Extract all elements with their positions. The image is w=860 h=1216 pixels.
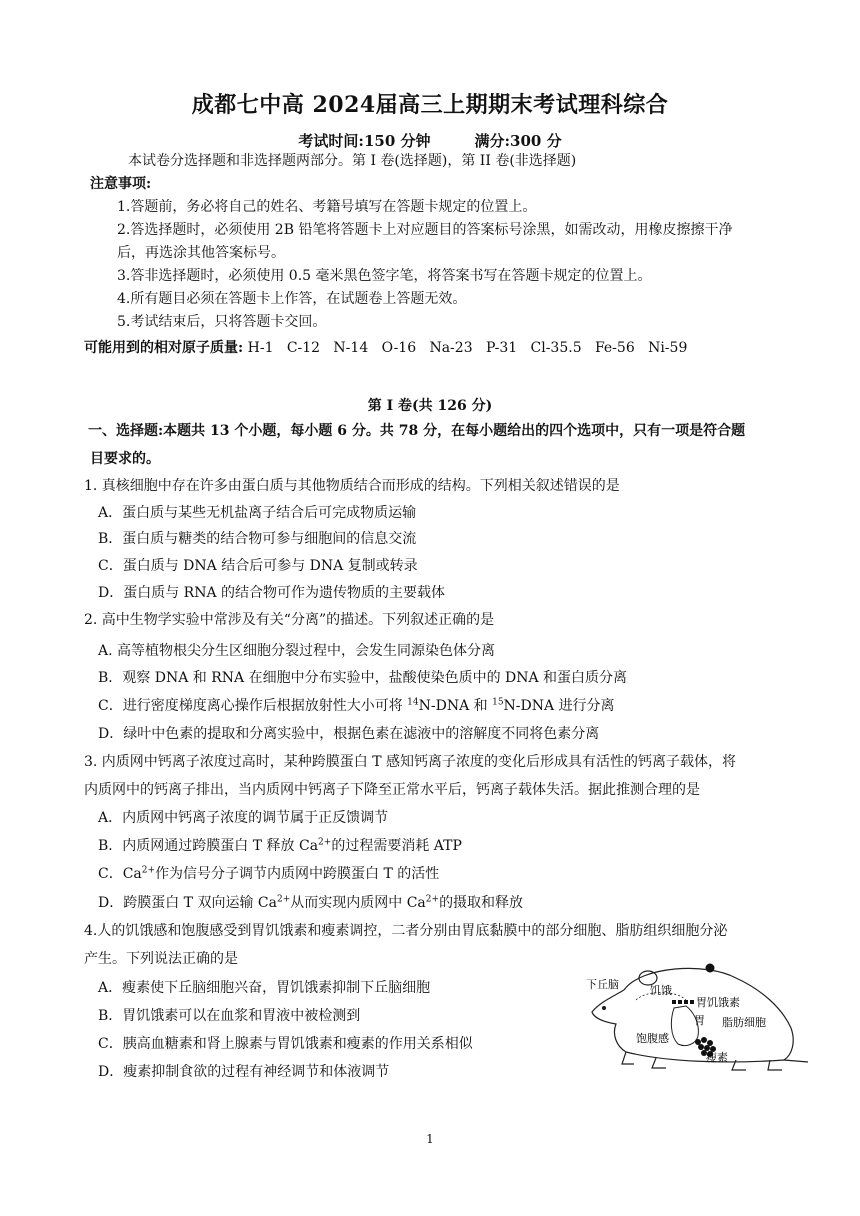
q3-option-c: C．$Ca^{2+}$作为信号分子调节内质网中跨膜蛋白 T 的活性 <box>98 865 440 882</box>
atomic-masses <box>84 338 687 358</box>
q3-option-b: B．内质网通过跨膜蛋白 T 释放 $Ca^{2+}$的过程需要消耗 ATP <box>98 837 462 854</box>
q1-option-b: B．蛋白质与糖类的结合物可参与细胞间的信息交流 <box>98 531 417 547</box>
q4-option-b: B．胃饥饿素可以在血浆和胃液中被检测到 <box>98 1008 361 1024</box>
rat-hormone-diagram <box>586 960 818 1075</box>
note-item-3: 3.答非选择题时，必须使用 0.5 毫米黑色签字笔，将答案书写在答题卡规定的位置上。 <box>117 268 652 284</box>
q3-option-a: A．内质网中钙离子浓度的调节属于正反馈调节 <box>98 810 389 826</box>
label-hypothalamus: 下丘脑 <box>586 978 619 991</box>
label-adipocyte: 脂肪细胞 <box>722 1016 766 1029</box>
atomic-masses-values: H-1 C-12 N-14 O-16 Na-23 P-31 Cl-35.5 Fe-56 Ni-59 <box>247 340 688 356</box>
label-stomach: 胃 <box>694 1014 705 1027</box>
section1-instruction-cont: 目要求的。 <box>90 451 160 467</box>
note-item-5: 5.考试结束后，只将答题卡交回。 <box>117 314 327 330</box>
hypothalamus-dot <box>706 964 715 973</box>
note-item-4: 4.所有题目必须在答题卡上作答，在试题卷上答题无效。 <box>117 291 467 307</box>
label-hunger: 饥饿 <box>650 984 672 997</box>
q4-option-a: A．瘦素使下丘脑细胞兴奋，胃饥饿素抑制下丘脑细胞 <box>98 980 431 996</box>
q3-option-d: D．跨膜蛋白 T 双向运输 $Ca^{2+}$从而实现内质网中 $Ca^{2+}$的摄取和释放 <box>98 894 524 911</box>
q1-stem: 1. 真核细胞中存在许多由蛋白质与其他物质结合而形成的结构。下列相关叙述错误的是 <box>84 478 620 494</box>
q2-stem: 2. 高中生物学实验中常涉及有关“分离”的描述。下列叙述正确的是 <box>84 612 495 628</box>
note-item-2: 2.答选择题时，必须使用 2B 铅笔将答题卡上对应题目的答案标号涂黑，如需改动，用橡皮擦擦干净 <box>117 222 733 238</box>
q3-stem-cont: 内质网中的钙离子排出，当内质网中钙离子下降至正常水平后，钙离子载体失活。据此推测合理的是 <box>84 782 700 798</box>
q4-stem-cont: 产生。下列说法正确的是 <box>84 951 238 967</box>
section1-instruction: 一、选择题:本题共 13 个小题，每小题 6 分。共 78 分，在每小题给出的四个选项中，只有一项是符合题 <box>88 423 746 439</box>
notes-heading: 注意事项: <box>90 176 152 192</box>
q1-option-a: A．蛋白质与某些无机盐离子结合后可完成物质运输 <box>98 505 417 521</box>
q3-stem: 3. 内质网中钙离子浓度过高时，某种跨膜蛋白 T 感知钙离子浓度的变化后形成具有活性的钙离子载体，将 <box>84 754 737 770</box>
exam-time: 考试时间:150 分钟 <box>298 132 431 150</box>
q2-option-b: B．观察 DNA 和 RNA 在细胞中分布实验中，盐酸使染色质中的 DNA 和蛋白质分离 <box>98 670 628 686</box>
label-leptin: 瘦素 <box>706 1051 728 1064</box>
q2-option-d: D．绿叶中色素的提取和分离实验中，根据色素在滤液中的溶解度不同将色素分离 <box>98 726 600 742</box>
q1-option-c: C．蛋白质与 DNA 结合后可参与 DNA 复制或转录 <box>98 558 418 574</box>
q2-option-c: C．进行密度梯度离心操作后根据放射性大小可将 $^{14}$N-DNA 和 $^{15}$N-DNA 进行分离 <box>98 697 615 714</box>
note-item-1: 1.答题前，务必将自己的姓名、考籍号填写在答题卡规定的位置上。 <box>117 199 537 215</box>
exam-title: 成都七中高 2024届高三上期期末考试理科综合 <box>191 92 669 118</box>
label-ghrelin: 胃饥饿素 <box>696 996 740 1009</box>
q2-option-a: A. 高等植物根尖分生区细胞分裂过程中，会发生同源染色体分离 <box>98 643 496 659</box>
page-number: 1 <box>426 1132 434 1146</box>
exam-score: 满分:300 分 <box>474 132 562 150</box>
q1-option-d: D．蛋白质与 RNA 的结合物可作为遗传物质的主要载体 <box>98 585 446 601</box>
intro-text: 本试卷分选择题和非选择题两部分。第 I 卷(选择题)，第 II 卷(非选择题) <box>128 153 577 169</box>
label-satiety: 饱腹感 <box>636 1032 669 1045</box>
q4-option-d: D．瘦素抑制食欲的过程有神经调节和体液调节 <box>98 1064 390 1080</box>
part1-title: 第 I 卷(共 126 分) <box>367 398 493 414</box>
atomic-masses-label: 可能用到的相对原子质量: <box>84 340 244 356</box>
q4-stem: 4.人的饥饿感和饱腹感受到胃饥饿素和瘦素调控，二者分别由胃底黏膜中的部分细胞、脂肪组织细胞分泌 <box>84 923 728 939</box>
note-item-2-cont: 后，再选涂其他答案标号。 <box>117 245 285 261</box>
q4-option-c: C．胰高血糖素和肾上腺素与胃饥饿素和瘦素的作用关系相似 <box>98 1036 473 1052</box>
ghrelin-markers <box>672 1000 694 1004</box>
exam-subtitle <box>0 130 860 151</box>
